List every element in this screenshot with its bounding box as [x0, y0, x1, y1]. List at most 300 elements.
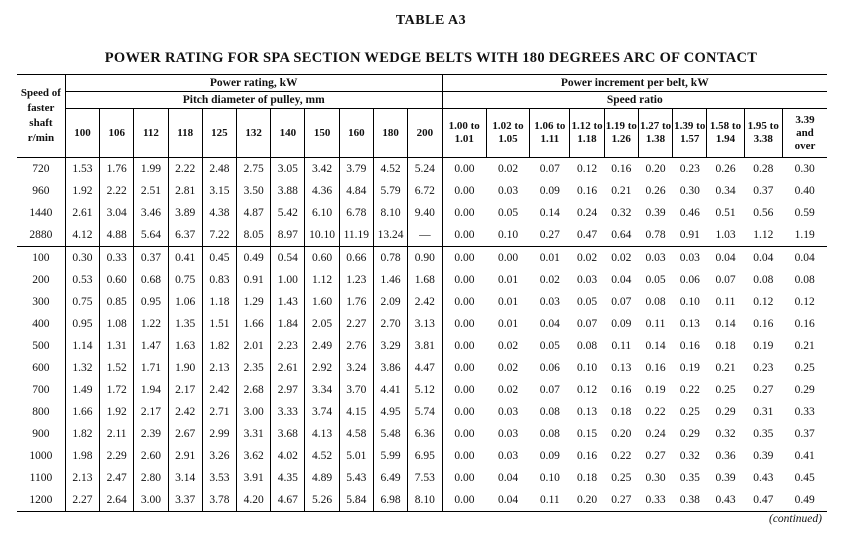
power-increment-cell: 0.20: [570, 489, 604, 512]
power-rating-cell: 2.99: [202, 423, 236, 445]
table-row: [17, 247, 827, 270]
table-subtitle: POWER RATING FOR SPA SECTION WEDGE BELTS WITH 180 DEGREES ARC OF CONTACT: [104, 50, 758, 66]
power-rating-cell: 0.30: [65, 247, 99, 270]
table-row: [17, 401, 827, 423]
speed-ratio-label-line: 1.26: [611, 133, 631, 145]
power-increment-cell: 0.39: [645, 207, 666, 219]
power-increment-cell: 0.30: [645, 472, 666, 484]
power-increment-cell: 0.19: [645, 384, 666, 396]
power-increment-cell: 0.43: [753, 472, 774, 484]
power-rating-cell: 1.98: [65, 445, 99, 467]
table-row: [17, 313, 827, 335]
power-rating-cell: 2.42: [168, 401, 202, 423]
table-body: [17, 158, 827, 512]
power-increment-cell: 0.04: [707, 247, 744, 270]
power-increment-cell: 0.05: [576, 296, 598, 308]
speed-ratio-column-header: [530, 109, 570, 158]
power-rating-cell: 3.42: [305, 158, 339, 181]
power-rating-cell: 3.78: [202, 489, 236, 512]
power-rating-table: [17, 74, 827, 512]
power-rating-cell: 4.36: [305, 180, 339, 202]
power-increment-cell: 0.01: [497, 274, 519, 286]
power-rating-cell: 3.29: [373, 335, 407, 357]
speed-ratio-label-line: and: [796, 126, 814, 139]
table-header: [17, 75, 827, 158]
power-increment-cell: 0.32: [679, 450, 700, 462]
power-increment-cell: 0.05: [645, 274, 666, 286]
diameter-header: 160: [339, 109, 373, 158]
power-rating-cell: 4.02: [271, 445, 305, 467]
power-rating-cell: 3.79: [339, 158, 373, 181]
increment-header: Power increment per belt, kW: [442, 75, 827, 92]
power-increment-cell: 0.02: [604, 247, 638, 270]
power-rating-cell: 0.60: [305, 247, 339, 270]
power-increment-cell: 0.02: [486, 158, 529, 181]
speed-ratio-label-line: 3.39: [795, 113, 815, 126]
speed-cell: 1100: [29, 472, 53, 484]
power-increment-cell: 0.40: [794, 185, 815, 197]
power-increment-cell: 0.25: [611, 472, 632, 484]
power-increment-cell: 0.47: [744, 489, 782, 512]
power-rating-cell: 3.68: [271, 423, 305, 445]
power-increment-cell: 1.03: [707, 224, 744, 247]
power-increment-cell: 0.11: [530, 489, 570, 512]
table-row: [17, 379, 827, 401]
power-increment-cell: 0.31: [753, 406, 774, 418]
power-increment-cell: 0.21: [794, 340, 815, 352]
power-increment-cell: 0.07: [576, 318, 598, 330]
power-increment-cell: 0.02: [497, 384, 519, 396]
power-increment-cell: 0.25: [679, 406, 700, 418]
diameter-header: 150: [305, 109, 339, 158]
power-rating-cell: 1.47: [134, 335, 168, 357]
power-increment-cell: 0.16: [576, 450, 598, 462]
power-rating-cell: 5.99: [373, 445, 407, 467]
power-rating-cell: 2.29: [100, 445, 134, 467]
power-rating-cell: 5.26: [305, 489, 339, 512]
power-increment-cell: 0.20: [638, 158, 672, 181]
speed-cell: 400: [32, 318, 50, 330]
power-rating-cell: 2.75: [237, 158, 271, 181]
power-increment-cell: 0.39: [715, 472, 736, 484]
speed-cell: 720: [17, 158, 65, 181]
power-increment-cell: 0.64: [604, 224, 638, 247]
power-increment-cell: 0.78: [638, 224, 672, 247]
power-rating-cell: 2.71: [202, 401, 236, 423]
power-rating-cell: 1.12: [305, 269, 339, 291]
power-rating-cell: 2.42: [408, 291, 442, 313]
power-increment-cell: 0.51: [715, 207, 736, 219]
power-increment-cell: 0.23: [673, 158, 707, 181]
power-rating-cell: 2.27: [339, 313, 373, 335]
power-rating-cell: 4.52: [305, 445, 339, 467]
power-increment-cell: 0.09: [539, 185, 560, 197]
diameter-header: 112: [134, 109, 168, 158]
power-increment-cell: 0.11: [611, 340, 632, 352]
power-increment-cell: 0.00: [486, 247, 529, 270]
power-rating-cell: 10.10: [305, 224, 339, 247]
power-rating-cell: 1.00: [271, 269, 305, 291]
power-rating-cell: 2.68: [237, 379, 271, 401]
power-increment-cell: 0.14: [645, 340, 666, 352]
power-increment-cell: 0.27: [604, 489, 638, 512]
power-increment-cell: 0.25: [715, 384, 736, 396]
power-rating-cell: 2.35: [237, 357, 271, 379]
power-rating-cell: 1.22: [134, 313, 168, 335]
power-increment-cell: 0.03: [638, 247, 672, 270]
power-increment-cell: 0.28: [744, 158, 782, 181]
power-increment-cell: 0.00: [442, 224, 486, 247]
power-increment-cell: 0.30: [679, 185, 700, 197]
power-rating-cell: 1.68: [408, 269, 442, 291]
speed-ratio-label-line: 3.38: [753, 133, 773, 145]
power-rating-cell: 2.61: [65, 202, 99, 224]
power-rating-cell: 2.92: [305, 357, 339, 379]
speed-ratio-label-line: 1.95 to: [747, 120, 779, 132]
speed-cell: 2880: [17, 224, 65, 247]
power-rating-cell: 2.64: [100, 489, 134, 512]
power-increment-cell: 0.16: [679, 340, 700, 352]
power-rating-cell: 3.74: [305, 401, 339, 423]
power-increment-cell: 0.10: [539, 472, 560, 484]
power-rating-cell: 3.37: [168, 489, 202, 512]
speed-cell: 200: [32, 274, 50, 286]
table-row: [17, 291, 827, 313]
power-rating-cell: 4.13: [305, 423, 339, 445]
power-increment-cell: 0.18: [715, 340, 736, 352]
power-rating-cell: 4.87: [237, 202, 271, 224]
speed-ratio-label-line: 1.05: [498, 133, 518, 145]
power-rating-cell: 4.89: [305, 467, 339, 489]
power-rating-cell: 2.51: [134, 180, 168, 202]
power-rating-cell: 5.43: [339, 467, 373, 489]
power-increment-cell: 0.03: [497, 450, 519, 462]
power-rating-cell: 5.79: [373, 180, 407, 202]
power-rating-cell: 2.39: [134, 423, 168, 445]
power-rating-cell: 4.12: [65, 224, 99, 247]
power-increment-cell: 0.07: [539, 384, 560, 396]
table-row: [17, 180, 827, 202]
power-increment-cell: 0.22: [679, 384, 700, 396]
power-rating-cell: 1.23: [339, 269, 373, 291]
power-increment-cell: 0.02: [497, 362, 519, 374]
power-rating-cell: 4.20: [237, 489, 271, 512]
table-row: [17, 445, 827, 467]
power-increment-cell: 0.15: [576, 428, 598, 440]
power-rating-cell: 2.22: [168, 158, 202, 181]
speed-cell: 960: [32, 185, 50, 197]
power-rating-cell: 1.99: [134, 158, 168, 181]
speed-cell: 300: [32, 296, 50, 308]
power-increment-cell: 0.06: [539, 362, 560, 374]
speed-ratio-label-line: 1.12 to: [571, 120, 603, 132]
power-rating-cell: 1.46: [373, 269, 407, 291]
speed-cell: 800: [32, 406, 50, 418]
power-rating-cell: 0.53: [65, 269, 99, 291]
power-rating-cell: 2.76: [339, 335, 373, 357]
power-increment-cell: 0.18: [611, 406, 632, 418]
power-increment-cell: 0.13: [611, 362, 632, 374]
power-rating-cell: 0.33: [100, 247, 134, 270]
power-rating-cell: 6.78: [339, 202, 373, 224]
power-increment-cell: 0.21: [611, 185, 632, 197]
speed-cell: 700: [32, 384, 50, 396]
power-rating-cell: 1.66: [237, 313, 271, 335]
power-increment-cell: 0.16: [604, 158, 638, 181]
power-increment-cell: 0.08: [576, 340, 598, 352]
power-rating-cell: 4.52: [373, 158, 407, 181]
power-rating-cell: 5.74: [408, 401, 442, 423]
power-rating-cell: 2.91: [168, 445, 202, 467]
power-rating-cell: 3.05: [271, 158, 305, 181]
power-rating-cell: 2.61: [271, 357, 305, 379]
power-rating-cell: 1.76: [339, 291, 373, 313]
power-increment-cell: 0.27: [645, 450, 666, 462]
table-row: [17, 224, 827, 247]
power-rating-cell: 3.91: [237, 467, 271, 489]
power-increment-cell: 0.04: [611, 274, 632, 286]
power-increment-cell: 0.16: [576, 185, 598, 197]
power-rating-cell: —: [408, 224, 442, 247]
power-increment-cell: 0.14: [715, 318, 736, 330]
speed-ratio-label-line: 1.11: [540, 133, 560, 145]
speed-label-line: faster: [27, 102, 55, 114]
diameter-header: 118: [168, 109, 202, 158]
speed-ratio-label-line: 1.19 to: [605, 120, 637, 132]
power-increment-cell: 0.22: [645, 406, 666, 418]
power-increment-cell: 0.02: [570, 247, 604, 270]
power-increment-cell: 0.32: [611, 207, 632, 219]
power-increment-cell: 0.01: [497, 296, 519, 308]
continued-note: (continued): [768, 513, 822, 525]
power-increment-cell: 0.12: [576, 384, 598, 396]
power-rating-cell: 5.42: [271, 202, 305, 224]
power-rating-cell: 1.51: [202, 313, 236, 335]
power-rating-cell: 5.01: [339, 445, 373, 467]
power-rating-cell: 1.76: [100, 158, 134, 181]
power-increment-cell: 0.08: [794, 274, 815, 286]
table-title: TABLE A3: [395, 13, 467, 28]
power-increment-cell: 0.04: [539, 318, 560, 330]
power-rating-cell: 2.80: [134, 467, 168, 489]
power-rating-cell: 5.84: [339, 489, 373, 512]
power-rating-cell: 1.90: [168, 357, 202, 379]
power-increment-cell: 0.00: [442, 445, 486, 467]
power-rating-cell: 11.19: [339, 224, 373, 247]
power-rating-cell: 1.82: [65, 423, 99, 445]
power-increment-cell: 0.04: [782, 247, 827, 270]
power-increment-cell: 0.00: [442, 202, 486, 224]
power-increment-cell: 0.19: [679, 362, 700, 374]
power-increment-cell: 0.29: [794, 384, 815, 396]
power-rating-cell: 4.38: [202, 202, 236, 224]
power-increment-cell: 0.16: [611, 384, 632, 396]
diameter-header: 200: [408, 109, 442, 158]
power-increment-cell: 0.27: [753, 384, 774, 396]
speed-cell: 1440: [29, 207, 53, 219]
power-rating-cell: 1.94: [134, 379, 168, 401]
speed-cell: 600: [32, 362, 50, 374]
power-rating-cell: 3.13: [408, 313, 442, 335]
power-rating-cell: 2.49: [305, 335, 339, 357]
table-row: [17, 158, 827, 181]
speed-ratio-label-line: 1.39 to: [674, 120, 706, 132]
power-increment-cell: 0.33: [794, 406, 815, 418]
power-rating-cell: 2.97: [271, 379, 305, 401]
power-increment-cell: 0.24: [645, 428, 666, 440]
power-increment-cell: 0.30: [782, 158, 827, 181]
power-increment-cell: 0.16: [645, 362, 666, 374]
power-rating-cell: 3.00: [237, 401, 271, 423]
speed-ratio-column-header: [570, 109, 604, 158]
power-rating-cell: 0.91: [237, 269, 271, 291]
power-rating-cell: 2.09: [373, 291, 407, 313]
power-rating-cell: 1.32: [65, 357, 99, 379]
power-rating-cell: 6.72: [408, 180, 442, 202]
power-rating-cell: 3.14: [168, 467, 202, 489]
power-increment-cell: 0.04: [486, 489, 529, 512]
power-rating-cell: 1.06: [168, 291, 202, 313]
power-rating-cell: 0.90: [408, 247, 442, 270]
speed-ratio-column-header: [673, 109, 707, 158]
power-rating-cell: 2.47: [100, 467, 134, 489]
power-rating-cell: 2.22: [100, 180, 134, 202]
speed-label-line: r/min: [27, 132, 55, 144]
power-rating-cell: 4.58: [339, 423, 373, 445]
diameter-header: 132: [237, 109, 271, 158]
power-increment-cell: 0.05: [497, 207, 519, 219]
power-increment-cell: 0.10: [679, 296, 700, 308]
power-rating-cell: 8.05: [237, 224, 271, 247]
power-rating-cell: 5.48: [373, 423, 407, 445]
power-rating-cell: 2.23: [271, 335, 305, 357]
power-rating-cell: 1.49: [65, 379, 99, 401]
power-rating-cell: 2.27: [65, 489, 99, 512]
power-rating-cell: 2.13: [65, 467, 99, 489]
power-rating-cell: 2.05: [305, 313, 339, 335]
power-increment-cell: 0.00: [442, 269, 486, 291]
power-increment-cell: 0.04: [744, 247, 782, 270]
power-rating-cell: 3.33: [271, 401, 305, 423]
speed-cell: 1200: [17, 489, 65, 512]
power-rating-cell: 1.60: [305, 291, 339, 313]
diameter-header: 180: [373, 109, 407, 158]
power-increment-cell: 0.03: [539, 296, 560, 308]
power-rating-cell: 0.83: [202, 269, 236, 291]
speed-ratio-label-line: 1.01: [454, 133, 474, 145]
power-rating-cell: 4.47: [408, 357, 442, 379]
power-rating-cell: 2.60: [134, 445, 168, 467]
power-increment-cell: 0.10: [576, 362, 598, 374]
power-rating-cell: 1.52: [100, 357, 134, 379]
power-rating-cell: 2.17: [134, 401, 168, 423]
power-rating-cell: 0.66: [339, 247, 373, 270]
power-increment-cell: 0.26: [707, 158, 744, 181]
pitch-diameter-header: Pitch diameter of pulley, mm: [65, 92, 442, 109]
power-rating-cell: 3.26: [202, 445, 236, 467]
power-increment-cell: 0.91: [673, 224, 707, 247]
power-increment-cell: 0.38: [673, 489, 707, 512]
power-rating-cell: 2.67: [168, 423, 202, 445]
power-rating-cell: 6.36: [408, 423, 442, 445]
power-rating-cell: 1.14: [65, 335, 99, 357]
diameter-header: 125: [202, 109, 236, 158]
power-increment-cell: 0.13: [576, 406, 598, 418]
power-rating-cell: 3.50: [237, 180, 271, 202]
power-increment-cell: 0.39: [753, 450, 774, 462]
power-rating-cell: 1.31: [100, 335, 134, 357]
power-increment-cell: 0.00: [442, 313, 486, 335]
power-rating-cell: 9.40: [408, 202, 442, 224]
power-rating-cell: 1.08: [100, 313, 134, 335]
power-increment-cell: 0.03: [576, 274, 598, 286]
power-rating-cell: 6.95: [408, 445, 442, 467]
power-increment-cell: 0.13: [679, 318, 700, 330]
power-increment-cell: 0.07: [715, 274, 736, 286]
speed-ratio-column-header: [744, 109, 782, 158]
power-rating-cell: 0.60: [100, 269, 134, 291]
power-rating-cell: 3.89: [168, 202, 202, 224]
speed-ratio-column-header: [604, 109, 638, 158]
power-increment-cell: 0.12: [794, 296, 815, 308]
power-increment-cell: 0.00: [442, 247, 486, 270]
power-increment-cell: 0.18: [576, 472, 598, 484]
power-rating-cell: 2.70: [373, 313, 407, 335]
power-rating-cell: 3.34: [305, 379, 339, 401]
speed-ratio-label-line: 1.27 to: [639, 120, 672, 132]
power-rating-cell: 0.45: [202, 247, 236, 270]
power-rating-cell: 8.97: [271, 224, 305, 247]
power-increment-cell: 0.03: [497, 185, 519, 197]
power-rating-cell: 4.88: [100, 224, 134, 247]
power-rating-cell: 2.17: [168, 379, 202, 401]
speed-column-header: [17, 75, 65, 158]
power-rating-cell: 0.68: [134, 269, 168, 291]
speed-cell: 900: [32, 428, 50, 440]
power-rating-cell: 0.75: [168, 269, 202, 291]
power-rating-cell: 0.41: [168, 247, 202, 270]
power-increment-cell: 0.49: [782, 489, 827, 512]
speed-ratio-label-line: 1.38: [645, 133, 666, 145]
power-rating-cell: 0.75: [65, 291, 99, 313]
speed-cell: 100: [17, 247, 65, 270]
power-increment-cell: 0.23: [753, 362, 774, 374]
power-increment-cell: 0.08: [753, 274, 774, 286]
power-increment-cell: 0.03: [673, 247, 707, 270]
power-rating-cell: 0.85: [100, 291, 134, 313]
power-rating-cell: 4.15: [339, 401, 373, 423]
power-increment-cell: 0.35: [679, 472, 700, 484]
power-increment-cell: 0.00: [442, 180, 486, 202]
power-rating-cell: 3.70: [339, 379, 373, 401]
power-rating-cell: 1.72: [100, 379, 134, 401]
power-increment-cell: 0.20: [611, 428, 632, 440]
power-increment-cell: 0.32: [715, 428, 736, 440]
speed-ratio-label-line: over: [794, 139, 816, 152]
power-rating-cell: 1.82: [202, 335, 236, 357]
power-rating-cell: 6.49: [373, 467, 407, 489]
power-rating-header: Power rating, kW: [65, 75, 442, 92]
diameter-header: 100: [65, 109, 99, 158]
power-increment-cell: 0.14: [539, 207, 560, 219]
power-rating-cell: 3.81: [408, 335, 442, 357]
power-rating-cell: 0.37: [134, 247, 168, 270]
power-increment-cell: 0.00: [442, 291, 486, 313]
speed-cell: 500: [32, 340, 50, 352]
power-increment-cell: 0.03: [497, 428, 519, 440]
power-increment-cell: 0.59: [794, 207, 815, 219]
power-rating-cell: 3.15: [202, 180, 236, 202]
